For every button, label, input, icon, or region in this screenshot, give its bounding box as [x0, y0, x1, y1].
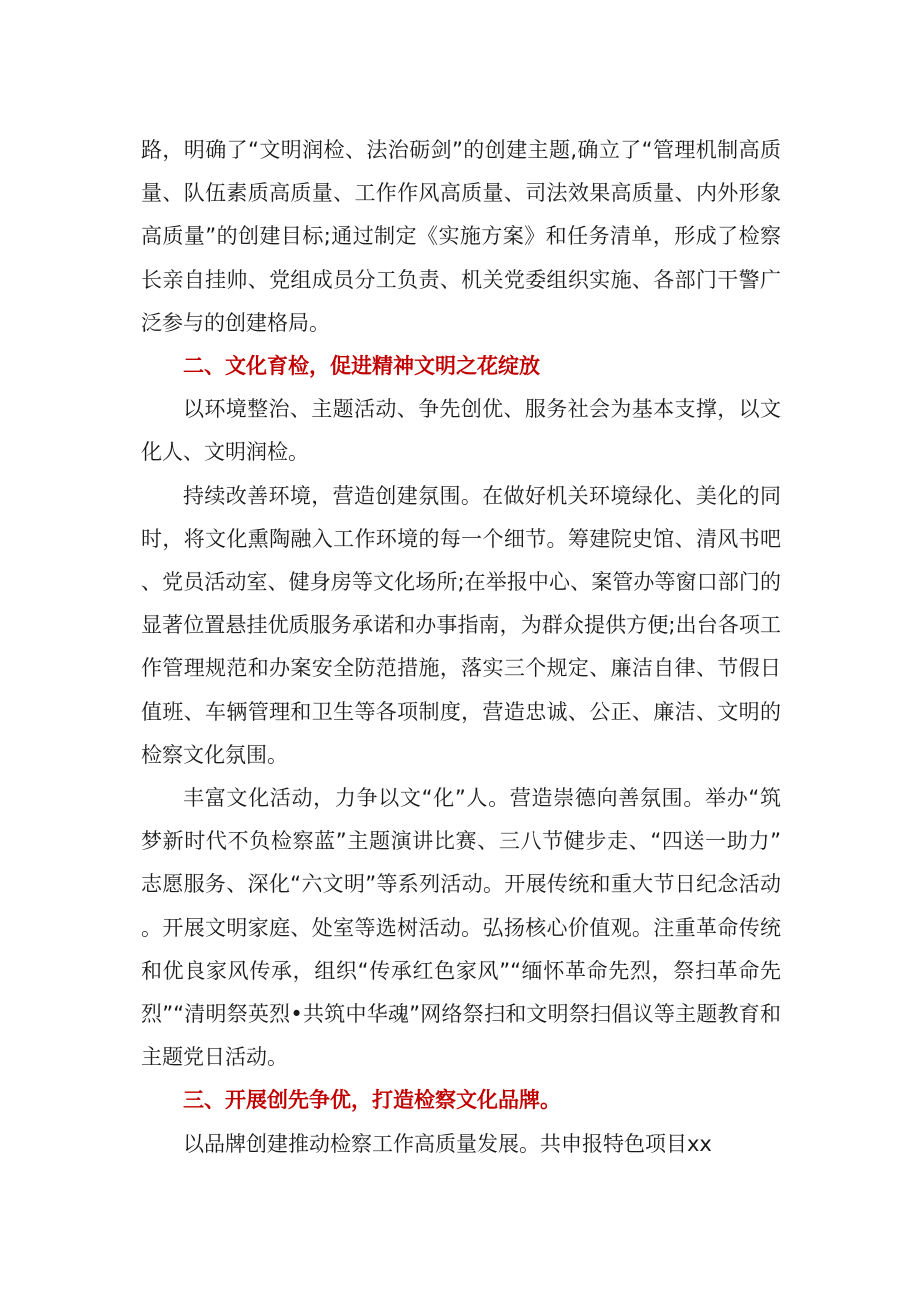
paragraph-creation-goals: 路，明确了“文明润检、法治砺剑”的创建主题,确立了“管理机制高质量、队伍素质高质量、工作作风高质量、司法效果高质量、内外形象高质量”的创建目标;通过制定《实施方案》和任务清单，形成了检察长亲自挂帅、党组成员分工负责、机关党委组织实施、各部门干警广泛参与的创建格局。 [141, 138, 781, 335]
paragraph-brand-building: 以品牌创建推动检察工作高质量发展。共申报特色项目xx [183, 1131, 712, 1156]
paragraph-cultural-activities: 丰富文化活动，力争以文“化”人。营造崇德向善氛围。举办“筑梦新时代不负检察蓝”主题演讲比赛、三八节健步走、“四送一助力”志愿服务、深化“六文明”等系列活动。开展传统和重大节日纪念活动。开展文明家庭、处室等选树活动。弘扬核心价值观。注重革命传统和优良家风传承，组织“传承红色家风”“缅怀革命先烈，祭扫革命先烈”“清明祭英烈•共筑中华魂”网络祭扫和文明祭扫倡议等主题教育和主题党日活动。 [141, 786, 781, 1070]
paragraph-environment: 持续改善环境，营造创建氛围。在做好机关环境绿化、美化的同时，将文化熏陶融入工作环境的每一个细节。筹建院史馆、清风书吧、党员活动室、健身房等文化场所;在举报中心、案管办等窗口部门的显著位置悬挂优质服务承诺和办事指南，为群众提供方便;出台各项工作管理规范和办案安全防范措施，落实三个规定、廉洁自律、节假日值班、车辆管理和卫生等各项制度，营造忠诚、公正、廉洁、文明的检察文化氛围。 [141, 483, 781, 767]
section-heading-culture: 二、文化育检，促进精神文明之花绽放 [183, 354, 540, 379]
document-body [141, 129, 781, 1166]
paragraph-culture-intro: 以环境整治、主题活动、争先创优、服务社会为基本支撑，以文化人、文明润检。 [141, 397, 781, 465]
section-heading-excellence: 三、开展创先争优，打造检察文化品牌。 [183, 1088, 561, 1113]
